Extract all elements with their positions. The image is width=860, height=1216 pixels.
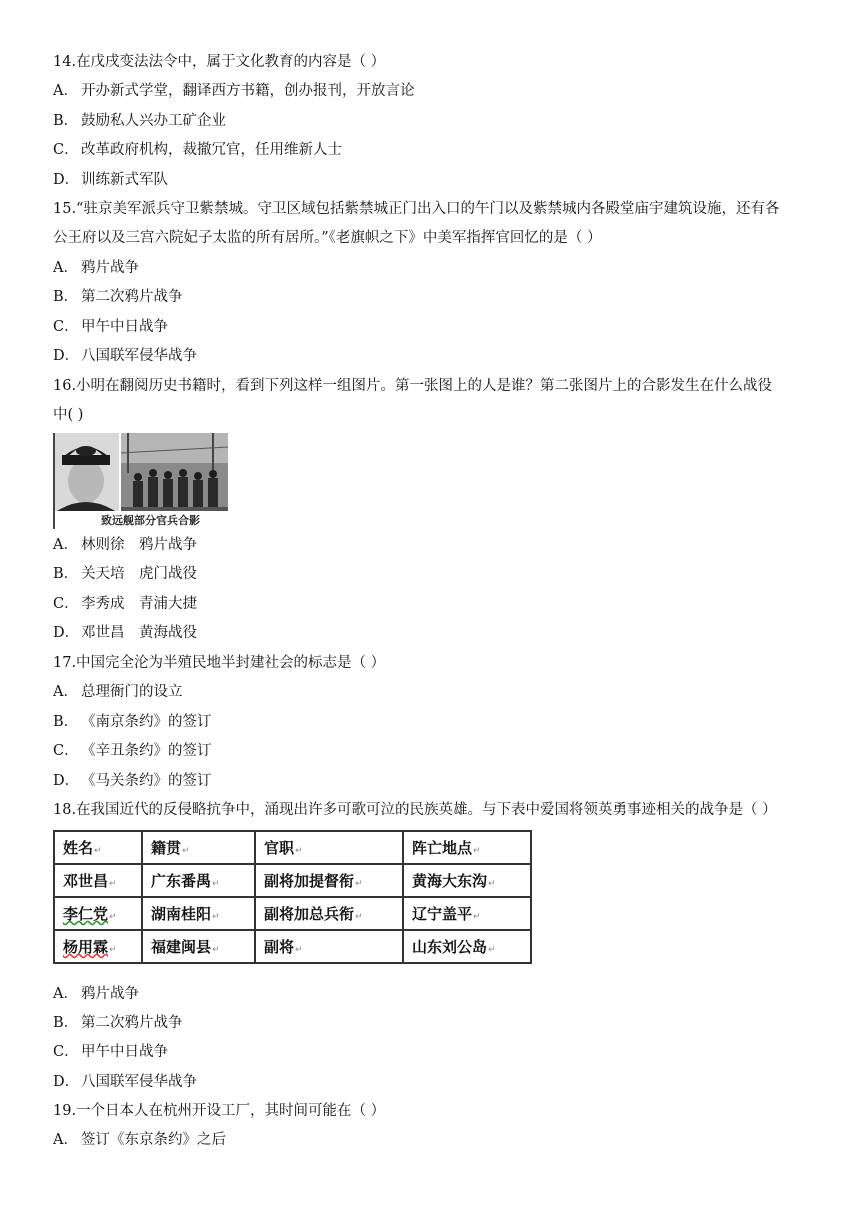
option-letter: C． xyxy=(53,142,79,158)
table-row xyxy=(54,930,531,963)
q14-option-c xyxy=(53,140,342,160)
q19-option-a xyxy=(53,1130,226,1150)
q15-stem-line1: 15.“驻京美军派兵守卫紫禁城。守卫区域包括紫禁城正门出入口的午门以及紫禁城内各殿堂庙宇建筑设施，还有各 xyxy=(53,201,780,217)
option-letter: D． xyxy=(53,625,80,641)
option-letter: A． xyxy=(53,83,78,99)
q17-option-d xyxy=(53,771,212,791)
q16-option-b xyxy=(53,564,197,584)
q14-stem: 14.在戊戌变法法令中，属于文化教育的内容是（ ） xyxy=(53,54,386,70)
table-cell: 李仁党↵ xyxy=(54,897,142,930)
option-letter: B． xyxy=(53,1015,79,1031)
option-text: 《辛丑条约》的签订 xyxy=(81,743,212,759)
option-letter: A． xyxy=(53,986,78,1002)
q16-option-a xyxy=(53,535,197,555)
option-text: 关天培 虎门战役 xyxy=(81,566,197,582)
option-letter: D． xyxy=(53,172,80,188)
q18-option-d xyxy=(53,1072,197,1092)
table-cell: 杨用霖↵ xyxy=(54,930,142,963)
option-text: 开办新式学堂，翻译西方书籍，创办报刊，开放言论 xyxy=(81,83,415,99)
option-text: 鸦片战争 xyxy=(81,986,139,1002)
option-text: 《马关条约》的签订 xyxy=(81,773,212,789)
table-cell: 副将加总兵衔↵ xyxy=(255,897,403,930)
q16-stem-line1: 16.小明在翻阅历史书籍时，看到下列这样一组图片。第一张图上的人是谁？第二张图片上的合影发生在什么战役 xyxy=(53,378,773,394)
option-text: 《南京条约》的签订 xyxy=(81,714,212,730)
option-letter: A． xyxy=(53,537,78,553)
option-text: 签订《东京条约》之后 xyxy=(81,1132,226,1148)
option-letter: D． xyxy=(53,348,80,364)
table-header-cell: 籍贯↵ xyxy=(142,831,255,864)
table-header-cell: 姓名↵ xyxy=(54,831,142,864)
option-letter: B． xyxy=(53,113,79,129)
table-cell: 副将加提督衔↵ xyxy=(255,864,403,897)
option-text: 第二次鸦片战争 xyxy=(81,289,183,305)
q18-option-b xyxy=(53,1013,183,1033)
option-letter: A． xyxy=(53,684,78,700)
option-text: 甲午中日战争 xyxy=(81,319,168,335)
table-cell: 广东番禺↵ xyxy=(142,864,255,897)
group-photo xyxy=(121,433,228,511)
table-cell: 辽宁盖平↵ xyxy=(403,897,531,930)
q19-stem: 19.一个日本人在杭州开设工厂，其时间可能在（ ） xyxy=(53,1103,386,1119)
option-text: 李秀成 青浦大捷 xyxy=(81,596,197,612)
option-letter: B． xyxy=(53,566,79,582)
q16-stem-line2: 中( ) xyxy=(53,407,84,423)
table-row xyxy=(54,864,531,897)
q15-option-b xyxy=(53,287,183,307)
option-text: 八国联军侵华战争 xyxy=(81,348,197,364)
table-cell: 邓世昌↵ xyxy=(54,864,142,897)
table-cell: 山东刘公岛↵ xyxy=(403,930,531,963)
q18-stem: 18.在我国近代的反侵略抗争中，涌现出许多可歌可泣的民族英雄。与下表中爱国将领英勇事迹相关的战争是（ ） xyxy=(53,802,777,818)
table-cell: 湖南桂阳↵ xyxy=(142,897,255,930)
q16-option-c xyxy=(53,594,197,614)
option-text: 甲午中日战争 xyxy=(81,1044,168,1060)
option-letter: C． xyxy=(53,743,79,759)
q16-option-d xyxy=(53,623,197,643)
option-text: 第二次鸦片战争 xyxy=(81,1015,183,1031)
q15-option-d xyxy=(53,346,197,366)
q15-option-c xyxy=(53,317,168,337)
option-letter: C． xyxy=(53,1044,79,1060)
option-text: 八国联军侵华战争 xyxy=(81,1074,197,1090)
q17-option-a xyxy=(53,682,183,702)
option-letter: D． xyxy=(53,773,80,789)
q14-option-a xyxy=(53,81,415,101)
q14-option-d xyxy=(53,170,168,190)
table-header-cell: 阵亡地点↵ xyxy=(403,831,531,864)
q18-option-a xyxy=(53,984,139,1004)
generals-table xyxy=(53,830,532,964)
q15-option-a xyxy=(53,258,139,278)
table-header-row xyxy=(54,831,531,864)
option-text: 鼓励私人兴办工矿企业 xyxy=(81,113,226,129)
option-letter: A． xyxy=(53,260,78,276)
table-cell: 黄海大东沟↵ xyxy=(403,864,531,897)
q18-option-c xyxy=(53,1042,168,1062)
option-text: 训练新式军队 xyxy=(81,172,168,188)
option-letter: C． xyxy=(53,596,79,612)
table-cell: 福建闽县↵ xyxy=(142,930,255,963)
table-header-cell: 官职↵ xyxy=(255,831,403,864)
option-text: 林则徐 鸦片战争 xyxy=(81,537,197,553)
option-letter: B． xyxy=(53,289,79,305)
q17-stem: 17.中国完全沦为半殖民地半封建社会的标志是（ ） xyxy=(53,655,386,671)
photo-caption: 致远舰部分官兵合影 xyxy=(101,514,200,527)
table-row xyxy=(54,897,531,930)
option-text: 鸦片战争 xyxy=(81,260,139,276)
table-cell: 副将↵ xyxy=(255,930,403,963)
q17-option-c xyxy=(53,741,212,761)
option-text: 改革政府机构，裁撤冗官，任用维新人士 xyxy=(81,142,342,158)
option-letter: B． xyxy=(53,714,79,730)
option-text: 总理衙门的设立 xyxy=(81,684,183,700)
q15-stem-line2: 公王府以及三宫六院妃子太监的所有居所。”《老旗帜之下》中美军指挥官回忆的是（ ） xyxy=(53,230,602,246)
q14-option-b xyxy=(53,111,226,131)
option-text: 邓世昌 黄海战役 xyxy=(81,625,197,641)
option-letter: A． xyxy=(53,1132,78,1148)
historical-photos xyxy=(53,433,228,529)
option-letter: C． xyxy=(53,319,79,335)
q17-option-b xyxy=(53,712,212,732)
option-letter: D． xyxy=(53,1074,80,1090)
